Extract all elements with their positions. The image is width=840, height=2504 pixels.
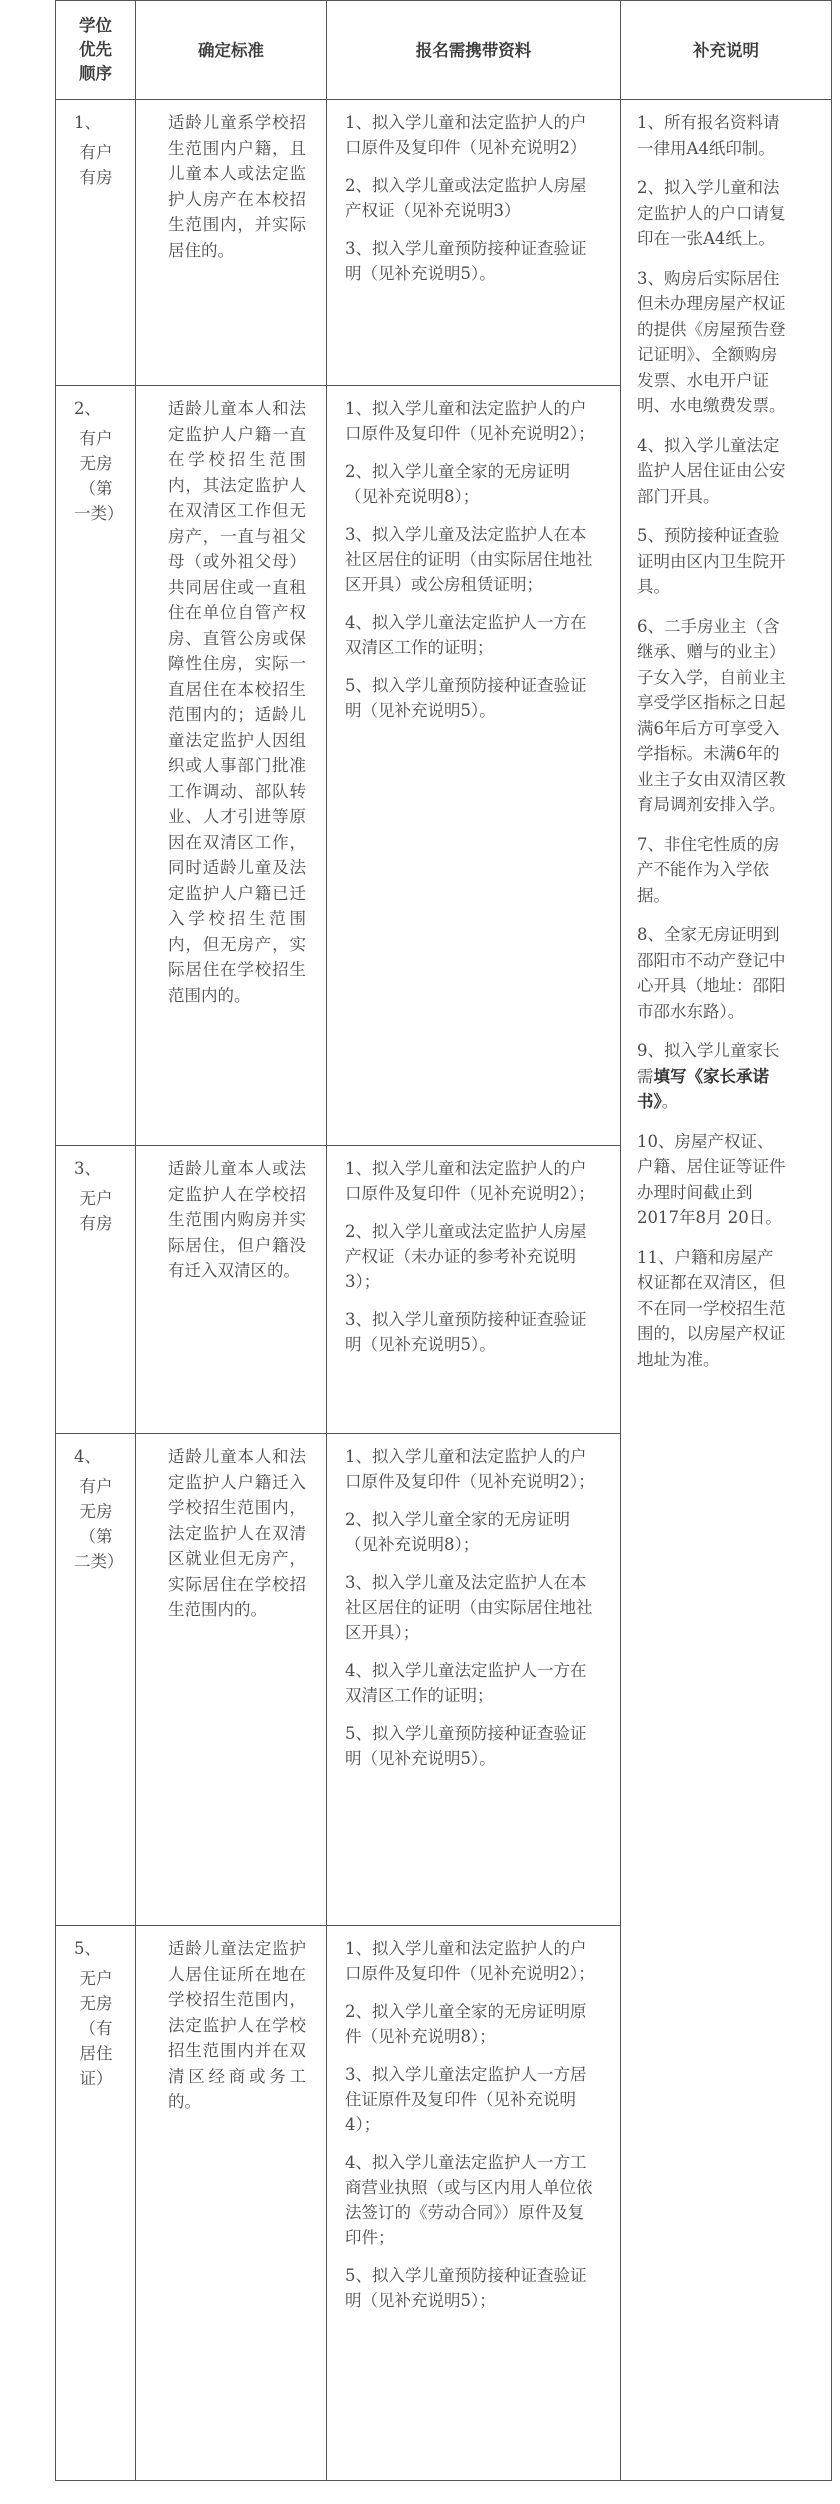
material-item: 1、拟入学儿童和法定监护人的户口原件及复印件（见补充说明2）； xyxy=(345,1159,595,1203)
note-9-text: 9、拟入学儿童家长需 xyxy=(637,1041,780,1086)
note-9-end: 。 xyxy=(661,1092,679,1111)
priority-number: 3、 xyxy=(74,1159,101,1178)
material-item: 1、拟入学儿童和法定监护人的户口原件及复印件（见补充说明2）； xyxy=(345,1447,595,1491)
notes-cell xyxy=(621,100,832,2481)
note-item: 10、房屋产权证、户籍、居住证等证件办理时间截止到2017年8月 20日。 xyxy=(637,1131,786,1227)
note-item: 2、拟入学儿童和法定监护人的户口请复印在一张A4纸上。 xyxy=(637,178,786,248)
criteria-text: 适龄儿童法定监护人居住证所在地在学校招生范围内，法定监护人在学校招生范围内并在双清区经商或务工的。 xyxy=(168,1939,306,2111)
priority-category: 有户无房（第二类） xyxy=(74,1477,124,1571)
criteria-text: 适龄儿童本人和法定监护人户籍迁入学校招生范围内，法定监护人在双清区就业但无房产，实际居住在学校招生范围内的。 xyxy=(168,1447,306,1619)
enrollment-table xyxy=(55,0,832,2481)
note-9-emphasis: 填写《家长承诺书》 xyxy=(637,1066,769,1111)
priority-category: 有户有房 xyxy=(79,143,113,187)
header-priority: 学位优先顺序 xyxy=(56,1,136,100)
material-item: 4、拟入学儿童法定监护人一方工商营业执照（或与区内用人单位依法签订的《劳动合同》）原件及复印件； xyxy=(345,2153,593,2247)
criteria-cell xyxy=(136,100,327,386)
material-item: 1、拟入学儿童和法定监护人的户口原件及复印件（见补充说明2） xyxy=(345,113,587,157)
material-item: 4、拟入学儿童法定监护人一方在双清区工作的证明； xyxy=(345,1661,587,1705)
material-item: 3、拟入学儿童预防接种证查验证明（见补充说明5）。 xyxy=(345,1310,587,1354)
material-item: 5、拟入学儿童预防接种证查验证明（见补充说明5）； xyxy=(345,2266,587,2310)
priority-cell xyxy=(56,386,136,1146)
criteria-text: 适龄儿童系学校招生范围内户籍，且儿童本人或法定监护人房产在本校招生范围内，并实际居住的。 xyxy=(168,113,306,260)
priority-cell xyxy=(56,1926,136,2481)
materials-cell xyxy=(327,386,621,1146)
priority-category: 无户无房（有居住证） xyxy=(79,1969,113,2088)
material-item: 2、拟入学儿童或法定监护人房屋产权证（未办证的参考补充说明3）； xyxy=(345,1222,587,1291)
priority-category: 无户有房 xyxy=(79,1189,113,1233)
note-item: 4、拟入学儿童法定监护人居住证由公安部门开具。 xyxy=(637,435,786,506)
priority-cell xyxy=(56,1146,136,1434)
criteria-cell xyxy=(136,1146,327,1434)
material-item: 2、拟入学儿童全家的无房证明（见补充说明8）； xyxy=(345,1510,570,1554)
material-item: 3、拟入学儿童法定监护人一方居住证原件及复印件（见补充说明4）； xyxy=(345,2065,587,2134)
note-item: 11、户籍和房屋产权证都在双清区，但不在同一学校招生范围的，以房屋产权证地址为准。 xyxy=(637,1247,786,1369)
note-item: 3、购房后实际居住但未办理房屋产权证的提供《房屋预告登记证明》、全额购房发票、水电开户证明、水电缴费发票。 xyxy=(637,268,786,415)
material-item: 5、拟入学儿童预防接种证查验证明（见补充说明5）。 xyxy=(345,676,587,720)
material-item: 1、拟入学儿童和法定监护人的户口原件及复印件（见补充说明2）； xyxy=(345,399,595,443)
note-item: 8、全家无房证明到邵阳市不动产登记中心开具（地址：邵阳市邵水东路）。 xyxy=(637,925,786,1021)
materials-cell xyxy=(327,1434,621,1926)
priority-number: 1、 xyxy=(74,113,101,132)
table-header-row xyxy=(56,1,832,100)
priority-cell xyxy=(56,100,136,386)
criteria-text: 适龄儿童本人或法定监护人在学校招生范围内购房并实际居住，但户籍没有迁入双清区的。 xyxy=(168,1159,306,1280)
note-item: 6、二手房业主（含继承、赠与的业主）子女入学，自前业主享受学区指标之日起满6年后方可享受入学指标。未满6年的业主子女由双清区教育局调剂安排入学。 xyxy=(637,616,786,814)
header-notes: 补充说明 xyxy=(621,1,832,100)
note-item xyxy=(637,1038,787,1115)
material-item: 3、拟入学儿童预防接种证查验证明（见补充说明5）。 xyxy=(345,239,587,283)
criteria-text: 适龄儿童本人和法定监护人户籍一直在学校招生范围内，其法定监护人在双清区工作但无房产，一直与祖父母（或外祖父母）共同居住或一直租住在单位自管产权房、直管公房或保障性住房，实际一直居住在本校招生范围内的；适龄儿童法定监护人因组织或人事部门批准工作调动、部队转业、人才引进等原因在双清区工作，同时适龄儿童及法定监护人户籍已迁入学校招生范围内，但无房产，实际居住在学校招生范围内的。 xyxy=(168,399,306,1005)
material-item: 5、拟入学儿童预防接种证查验证明（见补充说明5）。 xyxy=(345,1724,587,1768)
criteria-cell xyxy=(136,1434,327,1926)
note-item: 1、所有报名资料请一律用A4纸印制。 xyxy=(637,113,780,158)
materials-cell xyxy=(327,1926,621,2481)
header-materials: 报名需携带资料 xyxy=(327,1,621,100)
priority-cell xyxy=(56,1434,136,1926)
materials-cell xyxy=(327,1146,621,1434)
material-item: 3、拟入学儿童及法定监护人在本社区居住的证明（由实际居住地社区开具）； xyxy=(345,1573,593,1642)
criteria-cell xyxy=(136,1926,327,2481)
header-criteria: 确定标准 xyxy=(136,1,327,100)
material-item: 2、拟入学儿童全家的无房证明（见补充说明8）； xyxy=(345,462,570,506)
materials-cell xyxy=(327,100,621,386)
priority-category: 有户无房（第一类） xyxy=(74,429,124,523)
table-row xyxy=(56,100,832,386)
criteria-cell xyxy=(136,386,327,1146)
material-item: 4、拟入学儿童法定监护人一方在双清区工作的证明； xyxy=(345,613,587,657)
material-item: 2、拟入学儿童全家的无房证明原件（见补充说明8）； xyxy=(345,2002,587,2046)
material-item: 2、拟入学儿童或法定监护人房屋产权证（见补充说明3） xyxy=(345,176,587,220)
note-item: 5、预防接种证查验证明由区内卫生院开具。 xyxy=(637,526,786,596)
priority-number: 4、 xyxy=(74,1447,101,1466)
priority-number: 5、 xyxy=(74,1939,101,1958)
material-item: 3、拟入学儿童及法定监护人在本社区居住的证明（由实际居住地社区开具）或公房租赁证明； xyxy=(345,525,593,594)
priority-number: 2、 xyxy=(74,399,101,418)
note-item: 7、非住宅性质的房产不能作为入学依据。 xyxy=(637,834,780,905)
material-item: 1、拟入学儿童和法定监护人的户口原件及复印件（见补充说明2）； xyxy=(345,1939,595,1983)
